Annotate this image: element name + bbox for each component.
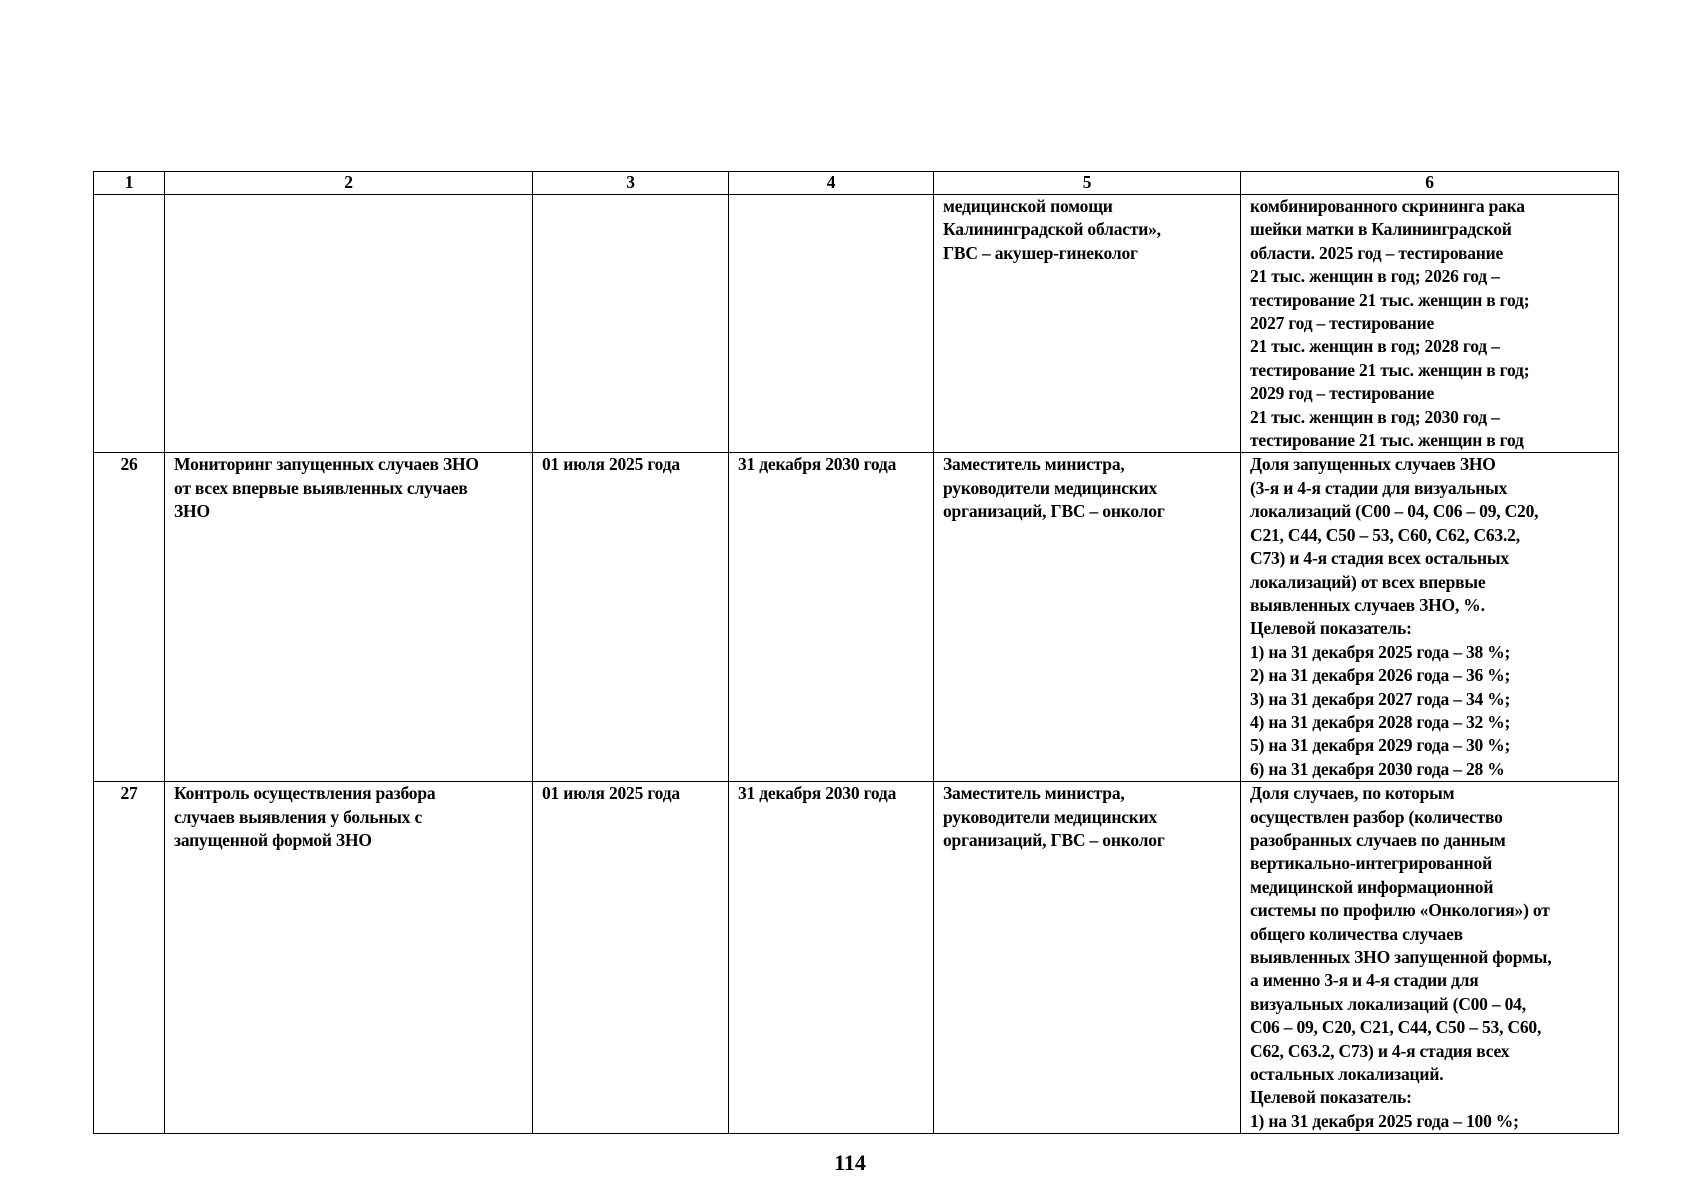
column-number: 4 bbox=[729, 172, 934, 195]
result-cell-line: 5) на 31 декабря 2029 года – 30 %; bbox=[1250, 735, 1511, 756]
result-cell-line: тестирование 21 тыс. женщин в год bbox=[1250, 430, 1524, 451]
activity-cell bbox=[165, 195, 533, 453]
result-cell-line: локализаций) от всех впервые bbox=[1250, 571, 1486, 592]
result-cell-line: 2027 год – тестирование bbox=[1250, 313, 1435, 334]
result-cell-line: вертикально-интегрированной bbox=[1250, 853, 1492, 874]
result-cell-line: Целевой показатель: bbox=[1250, 618, 1412, 639]
responsible-cell-line: руководители медицинских bbox=[943, 806, 1158, 827]
page-number: 114 bbox=[834, 1150, 866, 1175]
result-cell-line: Целевой показатель: bbox=[1250, 1087, 1412, 1108]
result-cell-line: выявленных ЗНО запущенной формы, bbox=[1250, 947, 1552, 967]
plan-table bbox=[93, 171, 1619, 1134]
activity-cell-line: ЗНО bbox=[174, 501, 210, 522]
end-date-cell bbox=[729, 195, 934, 453]
activity-cell-line: Мониторинг запущенных случаев ЗНО bbox=[174, 454, 479, 475]
column-number-row bbox=[94, 172, 1619, 195]
result-cell bbox=[1241, 195, 1619, 453]
column-number: 5 bbox=[934, 172, 1241, 195]
result-cell-line: остальных локализаций. bbox=[1250, 1064, 1444, 1085]
row-number: 27 bbox=[94, 782, 165, 1134]
result-cell-line: 21 тыс. женщин в год; 2026 год – bbox=[1250, 266, 1500, 287]
start-date-cell: 01 июля 2025 года bbox=[533, 782, 729, 1134]
start-date-cell: 01 июля 2025 года bbox=[533, 453, 729, 782]
row-number bbox=[94, 195, 165, 453]
result-cell-line: области. 2025 год – тестирование bbox=[1250, 242, 1504, 263]
activity-cell-line: случаев выявления у больных с bbox=[174, 806, 423, 827]
row-number: 26 bbox=[94, 453, 165, 782]
result-cell-line: С06 – 09, С20, С21, С44, С50 – 53, С60, bbox=[1250, 1017, 1542, 1038]
table-row bbox=[94, 453, 1619, 782]
result-cell-line: а именно 3-я и 4-я стадии для bbox=[1250, 970, 1479, 991]
result-cell-line: системы по профилю «Онкология») от bbox=[1250, 900, 1550, 921]
table-row bbox=[94, 782, 1619, 1134]
result-cell-line: тестирование 21 тыс. женщин в год; bbox=[1250, 359, 1530, 380]
responsible-cell-line: Заместитель министра, bbox=[943, 783, 1125, 804]
result-cell-line: 2) на 31 декабря 2026 года – 36 %; bbox=[1250, 665, 1511, 686]
result-cell bbox=[1241, 453, 1619, 782]
result-cell-line: 21 тыс. женщин в год; 2028 год – bbox=[1250, 336, 1500, 357]
end-date-cell: 31 декабря 2030 года bbox=[729, 782, 934, 1134]
responsible-cell-line: организаций, ГВС – онколог bbox=[943, 501, 1165, 522]
result-cell-line: выявленных случаев ЗНО, %. bbox=[1250, 594, 1485, 615]
result-cell-line: медицинской информационной bbox=[1250, 876, 1494, 897]
result-cell-line: Доля случаев, по которым bbox=[1250, 783, 1455, 804]
result-cell-line: 21 тыс. женщин в год; 2030 год – bbox=[1250, 406, 1500, 427]
result-cell-line: С73) и 4-я стадия всех остальных bbox=[1250, 548, 1509, 569]
result-cell-line: визуальных локализаций (С00 – 04, bbox=[1250, 993, 1526, 1014]
result-cell-line: 1) на 31 декабря 2025 года – 38 %; bbox=[1250, 641, 1511, 662]
result-cell-line: С21, С44, С50 – 53, С60, С62, С63.2, bbox=[1250, 524, 1520, 545]
activity-cell bbox=[165, 782, 533, 1134]
table-row bbox=[94, 195, 1619, 453]
column-number: 3 bbox=[533, 172, 729, 195]
column-number: 6 bbox=[1241, 172, 1619, 195]
result-cell-line: 4) на 31 декабря 2028 года – 32 %; bbox=[1250, 711, 1511, 732]
responsible-cell-line: медицинской помощи bbox=[943, 196, 1113, 216]
activity-cell-line: от всех впервые выявленных случаев bbox=[174, 477, 468, 498]
column-number: 1 bbox=[94, 172, 165, 195]
result-cell-line: шейки матки в Калининградской bbox=[1250, 219, 1512, 240]
responsible-cell bbox=[934, 453, 1241, 782]
result-cell-line: (3-я и 4-я стадии для визуальных bbox=[1250, 477, 1508, 498]
result-cell-line: 1) на 31 декабря 2025 года – 100 %; bbox=[1250, 1110, 1519, 1131]
result-cell-line: Доля запущенных случаев ЗНО bbox=[1250, 454, 1496, 475]
activity-cell-line: запущенной формой ЗНО bbox=[174, 829, 372, 850]
result-cell-line: тестирование 21 тыс. женщин в год; bbox=[1250, 289, 1530, 310]
column-number: 2 bbox=[165, 172, 533, 195]
responsible-cell-line: ГВС – акушер-гинеколог bbox=[943, 242, 1138, 263]
responsible-cell bbox=[934, 195, 1241, 453]
result-cell-line: локализаций (С00 – 04, С06 – 09, С20, bbox=[1250, 501, 1539, 522]
result-cell-line: комбинированного скрининга рака bbox=[1250, 196, 1525, 216]
responsible-cell bbox=[934, 782, 1241, 1134]
result-cell-line: общего количества случаев bbox=[1250, 923, 1463, 944]
responsible-cell-line: Калининградской области», bbox=[943, 219, 1161, 240]
result-cell-line: разобранных случаев по данным bbox=[1250, 829, 1506, 850]
responsible-cell-line: организаций, ГВС – онколог bbox=[943, 829, 1165, 850]
activity-cell-line: Контроль осуществления разбора bbox=[174, 783, 436, 804]
start-date-cell bbox=[533, 195, 729, 453]
result-cell-line: 6) на 31 декабря 2030 года – 28 % bbox=[1250, 758, 1505, 779]
end-date-cell: 31 декабря 2030 года bbox=[729, 453, 934, 782]
responsible-cell-line: Заместитель министра, bbox=[943, 454, 1125, 475]
result-cell-line: С62, С63.2, С73) и 4-я стадия всех bbox=[1250, 1040, 1510, 1061]
responsible-cell-line: руководители медицинских bbox=[943, 477, 1158, 498]
result-cell bbox=[1241, 782, 1619, 1134]
result-cell-line: 3) на 31 декабря 2027 года – 34 %; bbox=[1250, 688, 1511, 709]
result-cell-line: 2029 год – тестирование bbox=[1250, 383, 1435, 404]
result-cell-line: осуществлен разбор (количество bbox=[1250, 806, 1503, 827]
activity-cell bbox=[165, 453, 533, 782]
